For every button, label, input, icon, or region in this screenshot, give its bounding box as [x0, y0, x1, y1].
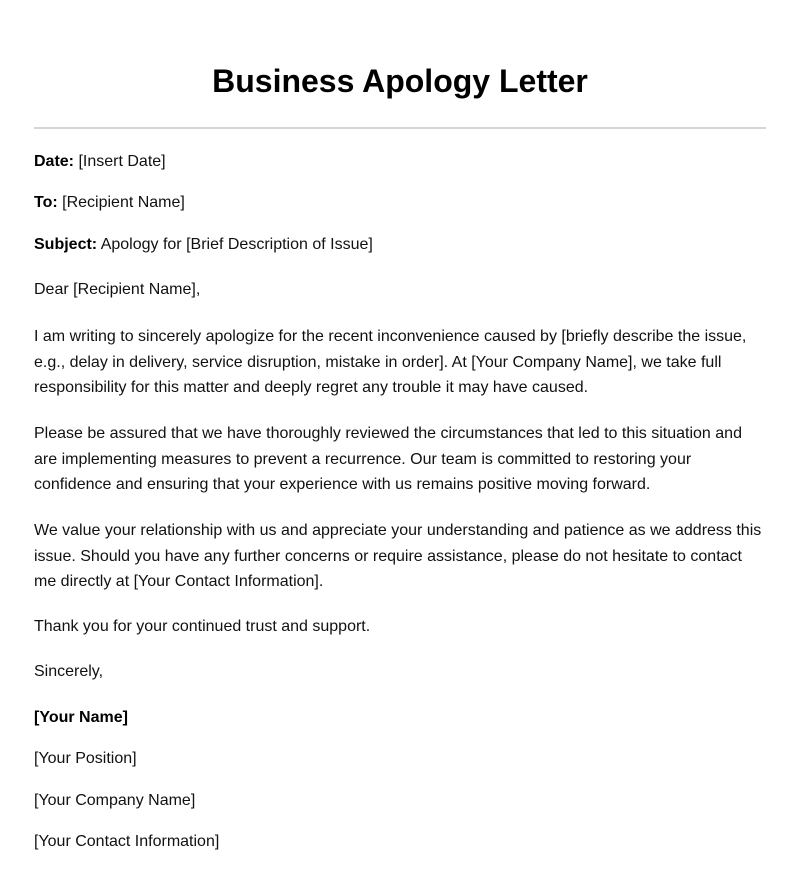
salutation: Dear [Recipient Name], [34, 281, 201, 298]
date-label: Date: [34, 153, 75, 170]
paragraph-measures: Please be assured that we have thoroughly reviewed the circumstances that led to this situation and are implementing measures to prevent a recurrence. Our team is committed to restoring your confidence and ensuring that your experience with us remains positive moving forward. [34, 425, 742, 493]
signature-company: [Your Company Name] [34, 792, 196, 809]
paragraph-thanks: Thank you for your continued trust and support. [34, 618, 371, 635]
signature-name: [Your Name] [34, 709, 128, 726]
paragraph-relationship: We value your relationship with us and appreciate your understanding and patience as we address this issue. Should you have any further concerns or require assistance, please do not hesitate to contact me directly at [Your Contact Information]. [34, 522, 762, 590]
paragraph-apology: I am writing to sincerely apologize for the recent inconvenience caused by [briefly describe the issue, e.g., delay in delivery, service disruption, mistake in order]. At [Your Company Name], we take full responsibility for this matter and deeply regret any trouble it may have caused. [34, 328, 747, 396]
signature-contact: [Your Contact Information] [34, 833, 220, 850]
closing: Sincerely, [34, 663, 104, 680]
title-divider [34, 127, 766, 129]
subject-line [34, 235, 766, 255]
date-value: [Insert Date] [74, 153, 166, 170]
to-value: [Recipient Name] [57, 194, 185, 211]
subject-label: Subject: [34, 236, 98, 253]
signature-position: [Your Position] [34, 750, 137, 767]
subject-value: Apology for [Brief Description of Issue] [97, 236, 373, 253]
date-line [34, 152, 766, 172]
to-label: To: [34, 194, 58, 211]
to-line [34, 193, 766, 213]
page-title: Business Apology Letter [212, 63, 588, 99]
